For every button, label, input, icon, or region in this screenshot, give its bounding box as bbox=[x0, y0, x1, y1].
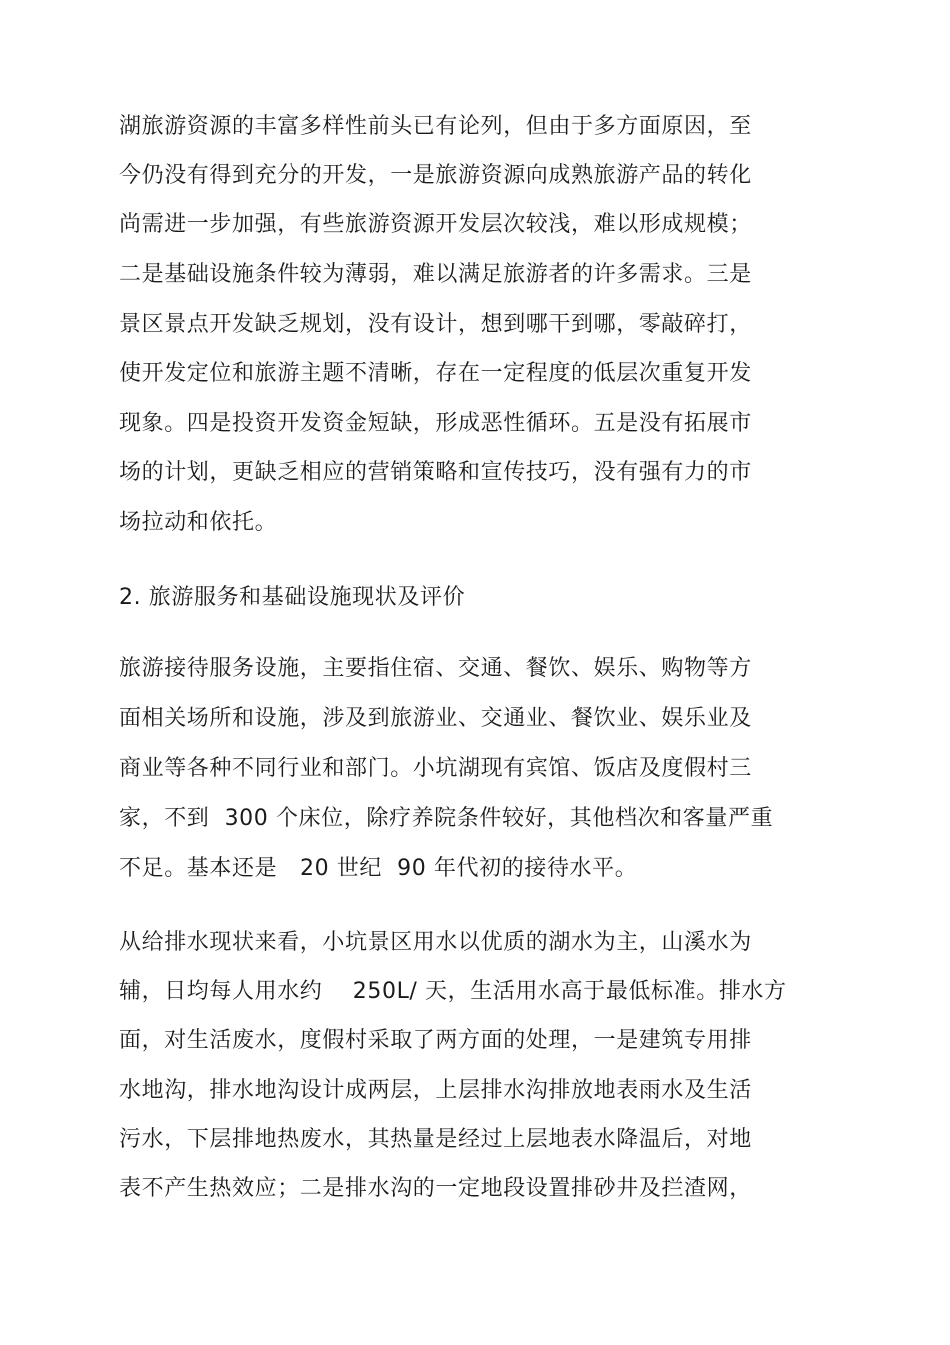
text-line: 旅游接待服务设施，主要指住宿、交通、餐饮、娱乐、购物等方 bbox=[119, 656, 752, 681]
text-line: 从给排水现状来看，小坑景区用水以优质的湖水为主，山溪水为 bbox=[119, 930, 752, 955]
text-line: 面相关场所和设施，涉及到旅游业、交通业、餐饮业、娱乐业及 bbox=[119, 706, 752, 731]
text-line: 二是基础设施条件较为薄弱，难以满足旅游者的许多需求。三是 bbox=[119, 262, 752, 287]
text-line: 场拉动和依托。 bbox=[119, 510, 278, 535]
text-line: 景区景点开发缺乏规划，没有设计，想到哪干到哪，零敲碎打， bbox=[119, 312, 752, 337]
text-line: 污水，下层排地热废水，其热量是经过上层地表水降温后，对地 bbox=[119, 1127, 752, 1152]
text-line: 辅，日均每人用水约 250L/ 天，生活用水高于最低标准。排水方 bbox=[119, 979, 787, 1004]
text-line: 使开发定位和旅游主题不清晰，存在一定程度的低层次重复开发 bbox=[119, 361, 752, 386]
text-line: 不足。基本还是 20 世纪 90 年代初的接待水平。 bbox=[119, 856, 638, 881]
text-line: 尚需进一步加强，有些旅游资源开发层次较浅，难以形成规模； bbox=[119, 212, 752, 237]
text-line: 表不产生热效应；二是排水沟的一定地段设置排砂井及拦渣网， bbox=[119, 1176, 752, 1201]
text-line: 水地沟，排水地沟设计成两层，上层排水沟排放地表雨水及生活 bbox=[119, 1078, 752, 1103]
text-line: 湖旅游资源的丰富多样性前头已有论列，但由于多方面原因，至 bbox=[119, 114, 752, 139]
text-line: 商业等各种不同行业和部门。小坑湖现有宾馆、饭店及度假村三 bbox=[119, 756, 752, 781]
text-line: 今仍没有得到充分的开发，一是旅游资源向成熟旅游产品的转化 bbox=[119, 163, 752, 188]
text-line: 面，对生活废水，度假村采取了两方面的处理，一是建筑专用排 bbox=[119, 1028, 752, 1053]
text-line: 场的计划，更缺乏相应的营销策略和宣传技巧，没有强有力的市 bbox=[119, 460, 752, 485]
text-line: 家，不到 300 个床位，除疗养院条件较好，其他档次和客量严重 bbox=[119, 806, 774, 831]
text-line: 现象。四是投资开发资金短缺，形成恶性循环。五是没有拓展市 bbox=[119, 411, 752, 436]
section-heading: 2. 旅游服务和基础设施现状及评价 bbox=[119, 585, 466, 610]
